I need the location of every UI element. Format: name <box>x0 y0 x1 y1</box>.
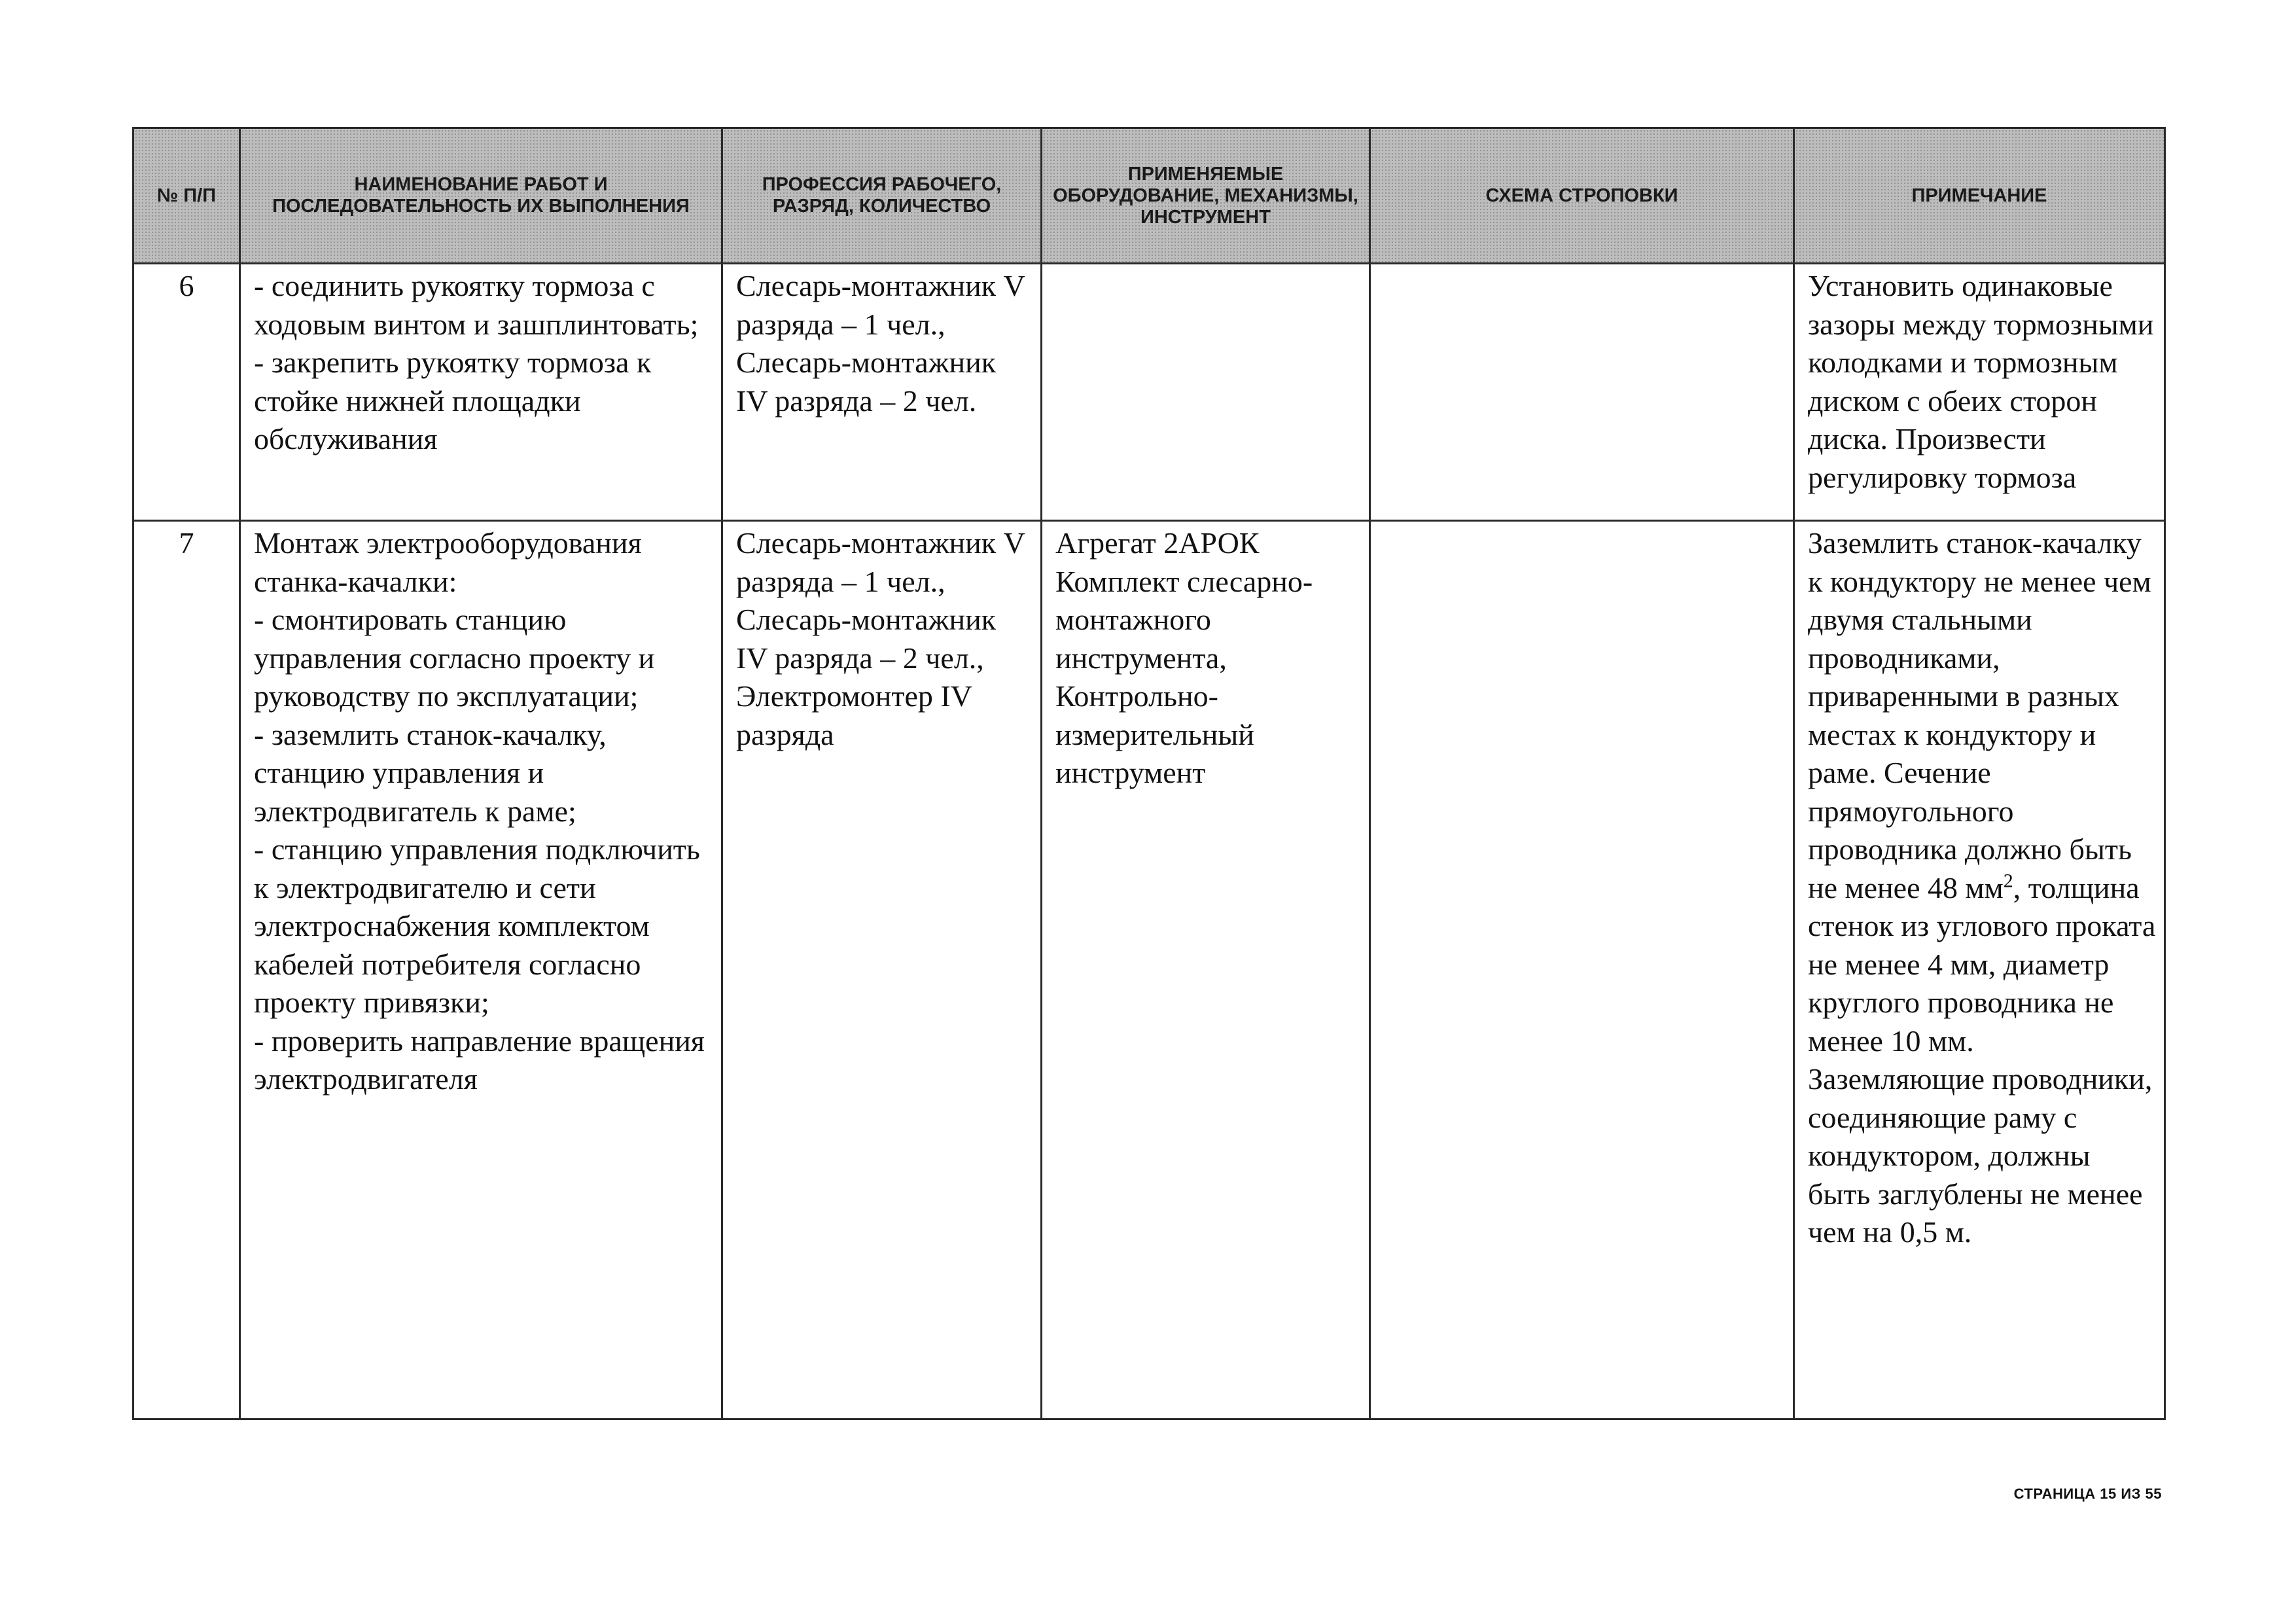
equipment-list: Агрегат 2АРОК Комплект слесарно-монтажного инструмента, Контрольно-измерительный инструмент <box>1042 521 1370 1419</box>
table-row <box>133 521 2165 1419</box>
header-note: ПРИМЕЧАНИЕ <box>1794 128 2165 264</box>
work-table <box>132 127 2166 1420</box>
header-work: НАИМЕНОВАНИЕ РАБОТ И ПОСЛЕДОВАТЕЛЬНОСТЬ ИХ ВЫПОЛНЕНИЯ <box>240 128 722 264</box>
header-scheme: СХЕМА СТРОПОВКИ <box>1370 128 1794 264</box>
table-row <box>133 264 2165 521</box>
work-description: Монтаж электрооборудования станка-качалки: - смонтировать станцию управления согласно проекту и руководству по эксплуатации; - заземлить станок-качалку, станцию управления и электродвигатель к раме; - станцию управления подключить к электродвигателю и сети электроснабжения комплектом кабелей потребителя согласно проекту привязки; - проверить направление вращения электродвигателя <box>240 521 722 1419</box>
note-text-part2: , толщина стенок из углового проката не менее 4 мм, диаметр круглого проводника не менее 10 мм. Заземляющие проводники, соединяющие раму с кондуктором, должны быть заглублены не менее чем на 0,5 м. <box>1808 870 2156 1249</box>
row-note: Установить одинаковые зазоры между тормозными колодками и тормозным диском с обеих сторон диска. Произвести регулировку тормоза <box>1794 264 2165 521</box>
header-profession: ПРОФЕССИЯ РАБОЧЕГО, РАЗРЯД, КОЛИЧЕСТВО <box>722 128 1042 264</box>
header-row <box>133 128 2165 264</box>
row-note <box>1794 521 2165 1419</box>
page-number: СТРАНИЦА 15 ИЗ 55 <box>2013 1486 2162 1502</box>
row-number: 7 <box>133 521 240 1419</box>
worker-profession: Слесарь-монтажник V разряда – 1 чел., Слесарь-монтажник IV разряда – 2 чел. <box>722 264 1042 521</box>
worker-profession: Слесарь-монтажник V разряда – 1 чел., Слесарь-монтажник IV разряда – 2 чел., Электромонтер IV разряда <box>722 521 1042 1419</box>
equipment-list <box>1042 264 1370 521</box>
row-number: 6 <box>133 264 240 521</box>
work-description: - соединить рукоятку тормоза с ходовым винтом и зашплинтовать; - закрепить рукоятку тормоза к стойке нижней площадки обслуживания <box>240 264 722 521</box>
note-superscript: 2 <box>2003 870 2013 892</box>
note-text-part1: Заземлить станок-качалку к кондуктору не менее чем двумя стальными проводниками, приваренными в разных местах к кондуктору и раме. Сечение прямоугольного проводника должно быть не менее 48 мм <box>1808 526 2151 904</box>
header-equipment: ПРИМЕНЯЕМЫЕ ОБОРУДОВАНИЕ, МЕХАНИЗМЫ, ИНСТРУМЕНТ <box>1042 128 1370 264</box>
slinging-scheme <box>1370 264 1794 521</box>
slinging-scheme <box>1370 521 1794 1419</box>
header-num: № П/П <box>133 128 240 264</box>
